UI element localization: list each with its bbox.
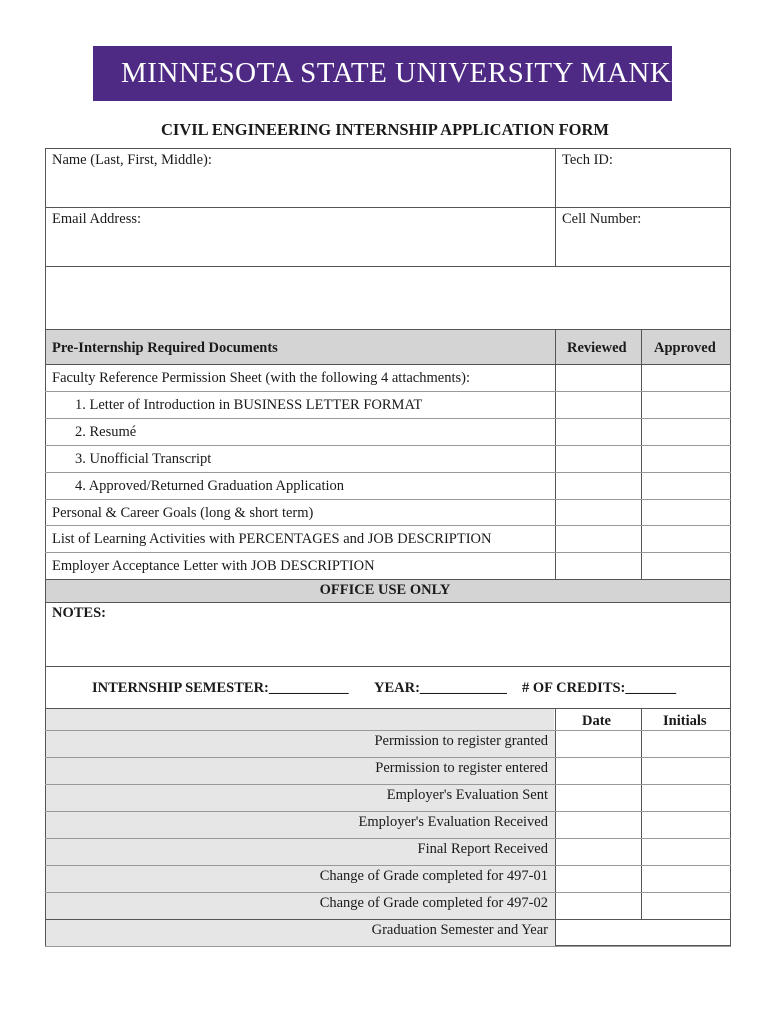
reviewed-checkbox-cell[interactable] xyxy=(556,553,641,579)
date-cell[interactable] xyxy=(556,731,641,757)
office-row-label: Change of Grade completed for 497-01 xyxy=(319,868,548,884)
date-cell[interactable] xyxy=(556,839,641,865)
reviewed-checkbox-cell[interactable] xyxy=(556,500,641,526)
initials-cell[interactable] xyxy=(642,866,730,892)
office-row-label: Permission to register entered xyxy=(375,760,548,776)
approved-checkbox-cell[interactable] xyxy=(642,500,730,526)
notes-label: NOTES: xyxy=(52,605,106,621)
date-header: Date xyxy=(582,713,611,729)
university-logo-banner xyxy=(93,46,729,101)
email-input[interactable] xyxy=(46,229,554,265)
document-item-label: List of Learning Activities with PERCENTAGES and JOB DESCRIPTION xyxy=(52,531,492,547)
office-table-header xyxy=(46,709,554,730)
office-row-label: Employer's Evaluation Sent xyxy=(386,787,548,803)
documents-header: Pre-Internship Required Documents xyxy=(52,340,278,356)
office-row-label: Employer's Evaluation Received xyxy=(358,814,548,830)
cell-number-label: Cell Number: xyxy=(562,211,642,227)
reviewed-checkbox-cell[interactable] xyxy=(556,392,641,419)
reviewed-checkbox-cell[interactable] xyxy=(556,526,641,553)
office-row-label: Change of Grade completed for 497-02 xyxy=(319,895,548,911)
document-item-label: 1. Letter of Introduction in BUSINESS LETTER FORMAT xyxy=(75,397,423,413)
date-cell[interactable] xyxy=(556,758,641,784)
approved-checkbox-cell[interactable] xyxy=(642,526,730,553)
cell-number-input[interactable] xyxy=(556,229,730,265)
document-item-label: Employer Acceptance Letter with JOB DESCRIPTION xyxy=(52,558,375,574)
office-row-label: Final Report Received xyxy=(417,841,548,857)
approved-checkbox-cell[interactable] xyxy=(642,446,730,473)
initials-cell[interactable] xyxy=(642,731,730,757)
document-item-label: 2. Resumé xyxy=(75,424,137,440)
office-row-label: Graduation Semester and Year xyxy=(371,922,548,938)
name-input[interactable] xyxy=(46,170,554,206)
university-name: MINNESOTA STATE UNIVERSITY MANKATO xyxy=(121,57,729,89)
reviewed-checkbox-cell[interactable] xyxy=(556,419,641,446)
date-cell[interactable] xyxy=(556,893,641,919)
date-cell[interactable] xyxy=(556,866,641,892)
date-cell[interactable] xyxy=(556,812,641,838)
name-field-label: Name (Last, First, Middle): xyxy=(52,152,212,168)
initials-cell[interactable] xyxy=(642,758,730,784)
document-item-label: Faculty Reference Permission Sheet (with the following 4 attachments): xyxy=(52,370,470,386)
approved-checkbox-cell[interactable] xyxy=(642,419,730,446)
reviewed-header: Reviewed xyxy=(567,340,627,356)
approved-checkbox-cell[interactable] xyxy=(642,553,730,579)
initials-cell[interactable] xyxy=(642,839,730,865)
reviewed-checkbox-cell[interactable] xyxy=(556,446,641,473)
form-title: CIVIL ENGINEERING INTERNSHIP APPLICATION FORM xyxy=(160,120,609,139)
initials-cell[interactable] xyxy=(642,785,730,811)
reviewed-checkbox-cell[interactable] xyxy=(556,365,641,392)
document-item-label: Personal & Career Goals (long & short term) xyxy=(52,505,314,521)
approved-checkbox-cell[interactable] xyxy=(642,392,730,419)
document-item-label: 3. Unofficial Transcript xyxy=(75,451,212,467)
tech-id-label: Tech ID: xyxy=(562,152,613,168)
approved-checkbox-cell[interactable] xyxy=(642,365,730,392)
approved-header: Approved xyxy=(654,340,716,356)
email-field-label: Email Address: xyxy=(52,211,142,227)
initials-header: Initials xyxy=(663,713,707,729)
office-row-label: Permission to register granted xyxy=(374,733,548,749)
initials-cell[interactable] xyxy=(642,893,730,919)
credits-field[interactable]: # OF CREDITS:_______ xyxy=(522,680,677,696)
approved-checkbox-cell[interactable] xyxy=(642,473,730,500)
graduation-semester-cell[interactable] xyxy=(556,920,730,946)
date-cell[interactable] xyxy=(556,785,641,811)
office-use-heading: OFFICE USE ONLY xyxy=(319,582,451,598)
initials-cell[interactable] xyxy=(642,812,730,838)
internship-semester-field[interactable]: INTERNSHIP SEMESTER:___________ xyxy=(92,680,349,696)
year-field[interactable]: YEAR:____________ xyxy=(374,680,507,696)
tech-id-input[interactable] xyxy=(556,170,730,206)
reviewed-checkbox-cell[interactable] xyxy=(556,473,641,500)
notes-area[interactable] xyxy=(46,624,730,664)
document-item-label: 4. Approved/Returned Graduation Application xyxy=(75,478,345,494)
